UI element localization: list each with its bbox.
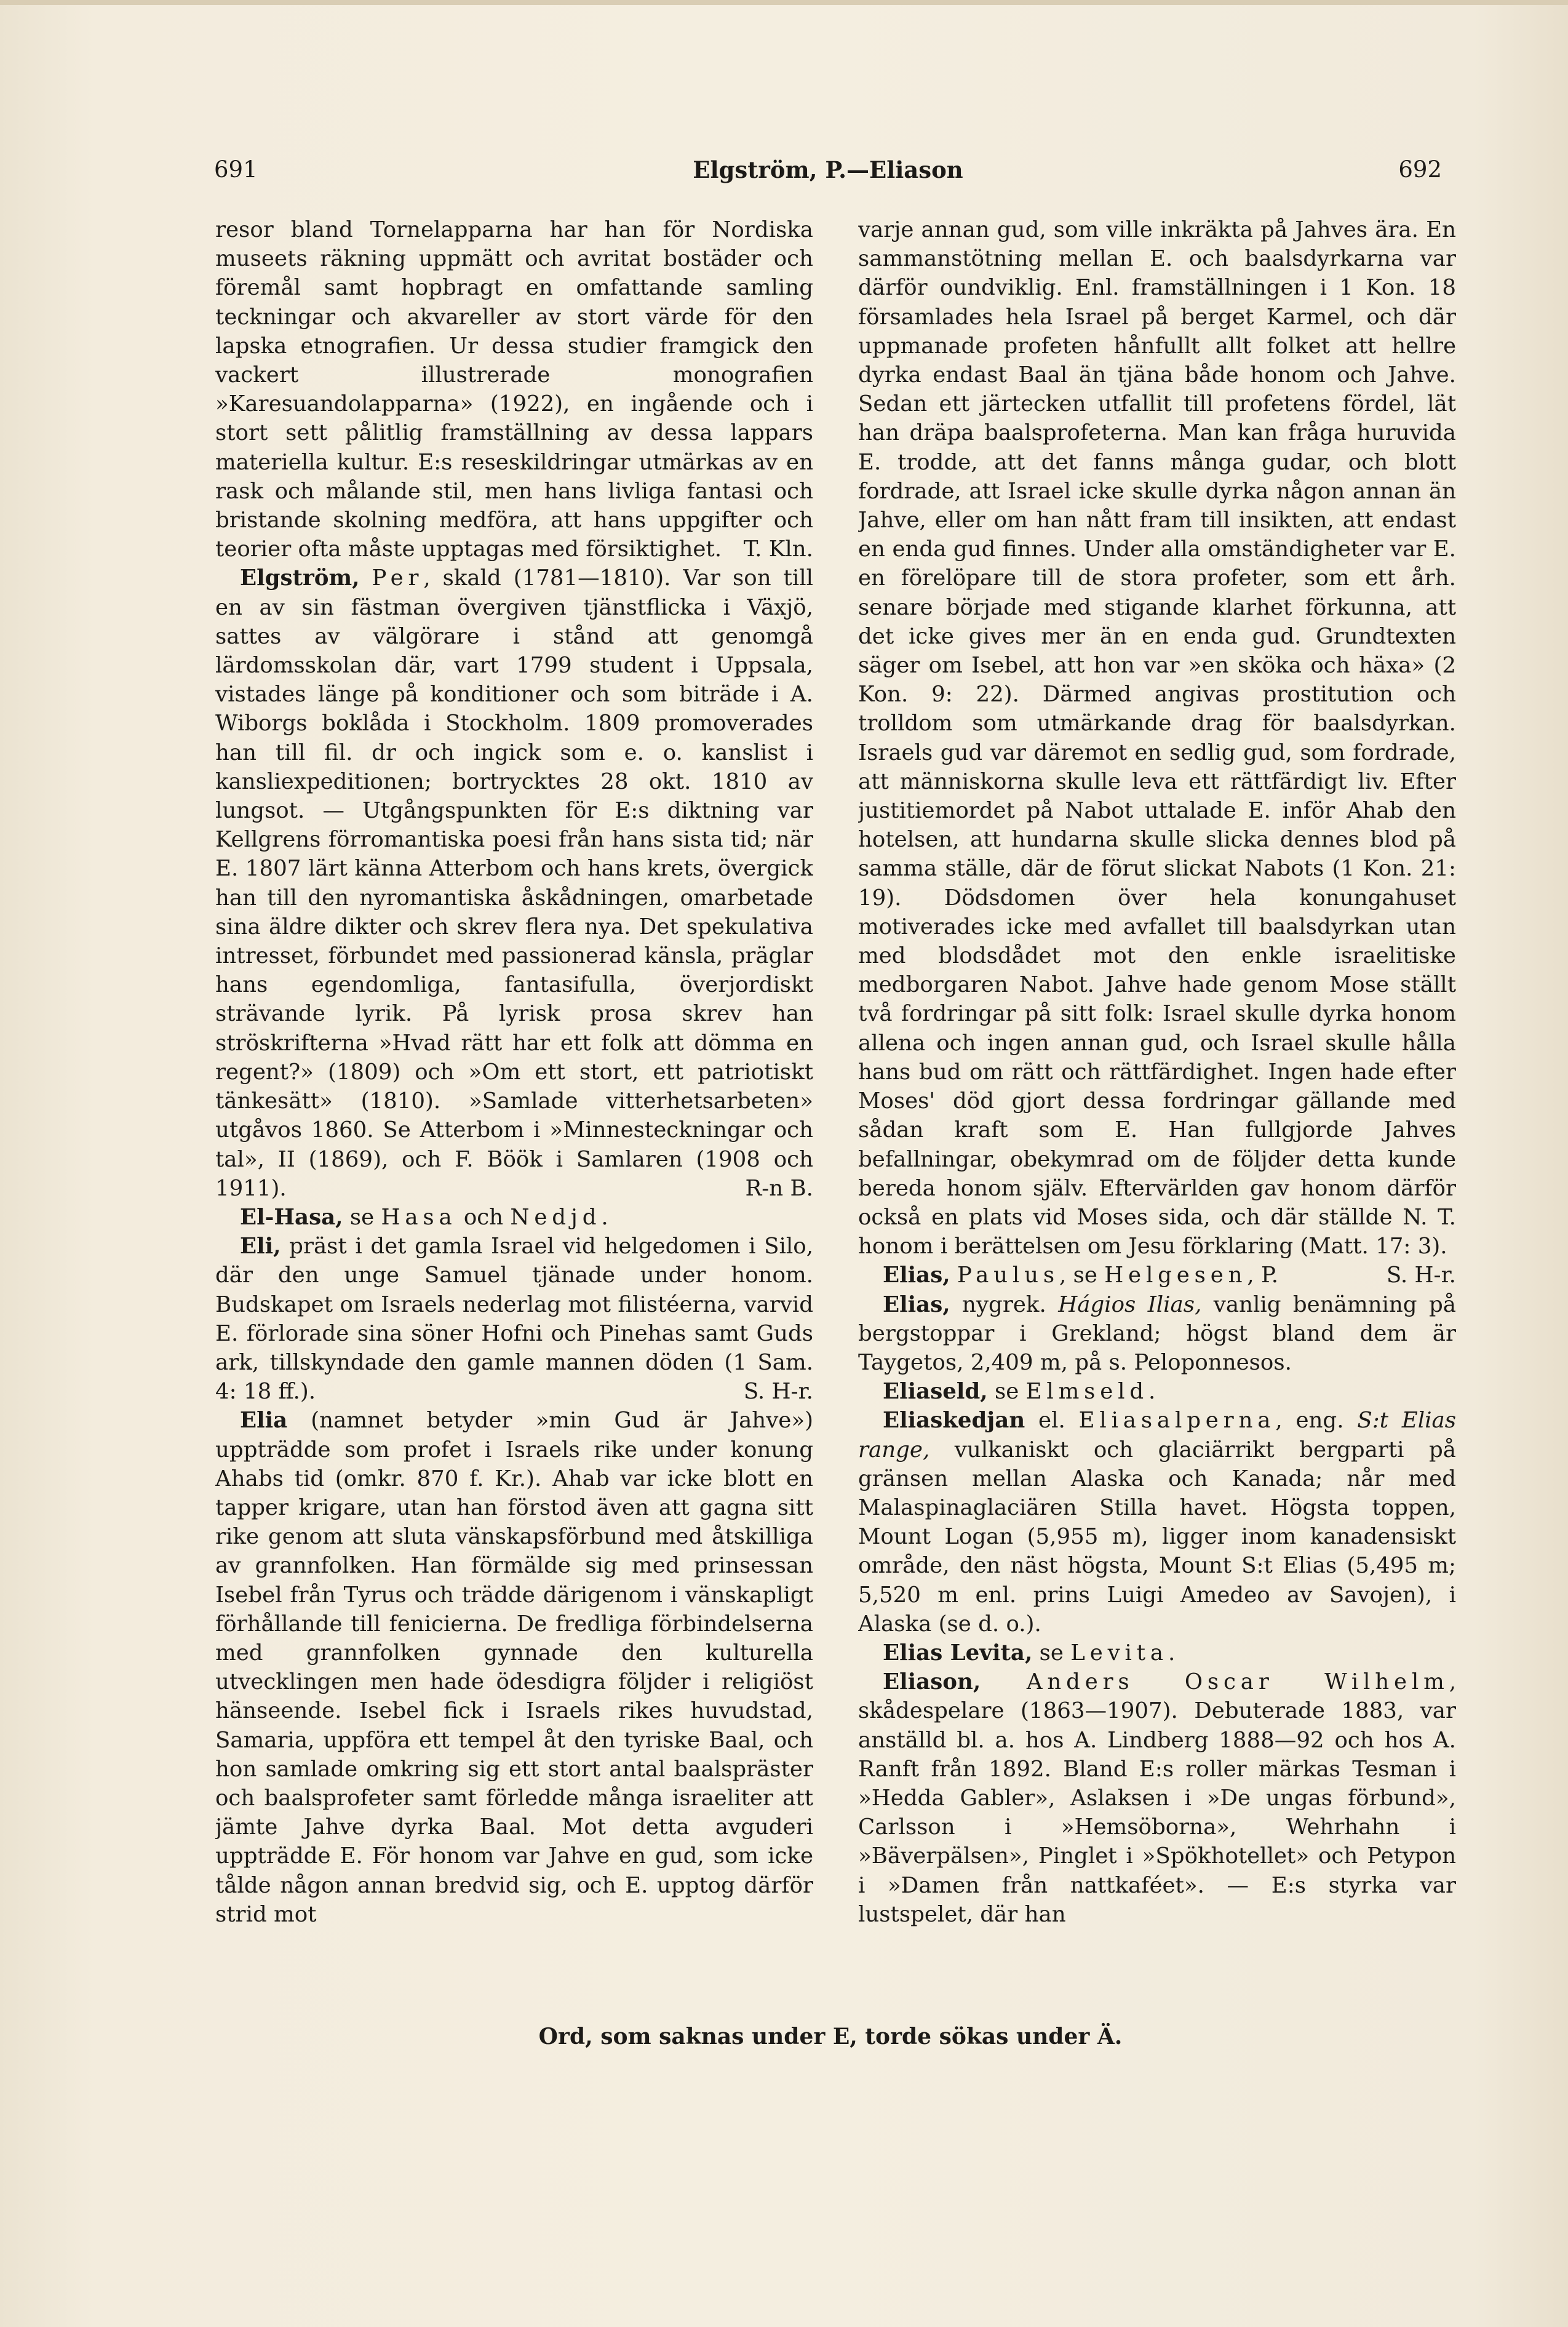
entry-eli: Eli, präst i det gamla Israel vid helgedomen i Silo, där den unge Samuel tjänade under honom. Budskapet om Israels nederlag mot filistéerna, varvid E. förlorade sina söner Hofni och Pinehas samt Guds ark, tillskyndade den gamle mannen döden (1 Sam. 4: 18 ff.). S. H-r. xyxy=(215,1232,813,1406)
cross-reference: Hasa xyxy=(381,1204,457,1230)
entry-eliaskedjan: Eliaskedjan el. Eliasalperna, eng. S:t Elias range, vulkaniskt och glaciärrikt bergparti på gränsen mellan Alaska och Kanada; når med Malaspinaglaciären Stilla havet. Högsta toppen, Mount Logan (5,955 m), ligger inom kanadensiskt område, den näst högsta, Mount S:t Elias (5,495 m; 5,520 m enl. prins Luigi Amedeo av Savojen), i Alaska (se d. o.). xyxy=(858,1408,1456,1637)
entry-elia: Elia (namnet betyder »min Gud är Jahve») uppträdde som profet i Israels rike under konung Ahabs tid (omkr. 870 f. Kr.). Ahab var icke blott en tapper krigare, utan han förstod även att gagna sitt rike genom att sluta vänskapsförbund med åtskilliga av grannfolken. Han förmälde sig med prinsessan Isebel från Tyrus och trädde därigenom i vänskapligt förhållande till fenicierna. De fredliga förbindelserna med grannfolken gynnade den kulturella utvecklingen men hade ödesdigra följder i religiöst hänseende. Isebel fick i Israels rikes huvudstad, Samaria, uppföra ett tempel åt den tyriske Baal, och hon samlade omkring sig ett stort antal baalspräster och baalsprofeter samt förledde många israeliter att jämte Jahve dyrka Baal. Mot detta avguderi uppträdde E. För honom var Jahve en gud, som icke tålde någon annan bredvid sig, och E. upptog därför strid mot xyxy=(215,1408,813,1927)
page-number-left: 691 xyxy=(214,156,258,183)
entry-elias-levita: Elias Levita, se Levita. xyxy=(883,1640,1176,1666)
entry-elias-paulus: Elias, Paulus, se Helgesen, P. xyxy=(883,1263,1279,1288)
entry-elias-nygrek: Elias, nygrek. Hágios Ilias, vanlig benämning på bergstoppar i Grekland; högst bland dem är Taygetos, 2,409 m, på s. Peloponnesos. xyxy=(858,1291,1456,1375)
header-title: Elgström, P.—Eliason xyxy=(693,156,963,183)
entry-continuation: resor bland Tornelapparna har han för Nordiska museets räkning uppmätt och avritat bostäder och föremål samt hopbragt en omfattande samling teckningar och akvareller av stort värde för den lapska etnografien. Ur dessa studier framgick den vackert illustrerade monografien »Karesuandolapparna» (1922), en ingående och i stort sett pålitlig framställning av dessa lappars materiella kultur. E:s reseskildringar utmärkas av en rask och målande stil, men hans livliga fantasi och bristande skolning medföra, att hans uppgifter och teorier ofta måste upptagas med försiktighet. T. Kln. xyxy=(215,215,813,564)
author-signature: S. H-r. xyxy=(1386,1263,1456,1288)
entry-headword: Elias Levita, xyxy=(883,1640,1033,1666)
entry-name: Paulus xyxy=(957,1263,1059,1288)
entry-el-hasa: El-Hasa, se Hasa och Nedjd. xyxy=(240,1204,608,1230)
entry-name: Anders Oscar Wilhelm xyxy=(1026,1669,1449,1695)
entry-headword: Eli, xyxy=(240,1234,281,1259)
right-column xyxy=(858,215,1456,2037)
entry-headword: Elias, xyxy=(883,1263,950,1288)
entry-alt-name: Eliasalperna xyxy=(1078,1408,1276,1434)
entry-eliaseld: Eliaseld, se Elmseld. xyxy=(883,1379,1156,1405)
entry-name: Per xyxy=(372,565,424,591)
footer-note: Ord, som saknas under E, torde sökas under Ä. xyxy=(538,2024,1123,2050)
page-edge xyxy=(0,0,1568,5)
entry-headword: Elias, xyxy=(883,1291,950,1317)
entry-headword: Elgström, xyxy=(240,565,360,591)
cross-reference: Nedjd xyxy=(510,1204,602,1230)
entry-headword: Eliaskedjan xyxy=(883,1408,1025,1434)
running-header xyxy=(214,151,1442,188)
entry-headword: Elia xyxy=(240,1408,288,1434)
author-signature: S. H-r. xyxy=(743,1379,813,1405)
author-signature: R-n B. xyxy=(745,1175,813,1201)
entry-eliason: Eliason, Anders Oscar Wilhelm, skådespelare (1863—1907). Debuterade 1883, var anställd bl. a. hos A. Lindberg 1888—92 och hos A. Ranft från 1892. Bland E:s roller märkas Tesman i »Hedda Gabler», Aslaksen i »De ungas förbund», Carlsson i »Hemsöborna», Wehrhahn i »Bäverpälsen», Pinglet i »Spökhotellet» och Petypon i »Damen från nattkaféet». — E:s styrka var lustspelet, där han xyxy=(858,1669,1456,1927)
author-signature: T. Kln. xyxy=(743,537,813,562)
left-column xyxy=(215,215,813,2037)
greek-name: Hágios Ilias, xyxy=(1058,1291,1202,1317)
cross-reference: Levita xyxy=(1070,1640,1168,1666)
cross-reference: Helgesen xyxy=(1104,1263,1248,1288)
entry-elgstrom: Elgström, Per, skald (1781—1810). Var son till en av sin fästman övergiven tjänstflicka i Växjö, sattes av välgörare i stånd att genomgå lärdomsskolan där, vart 1799 student i Uppsala, vistades länge på konditioner och som biträde i A. Wiborgs boklåda i Stockholm. 1809 promoverades han till fil. dr och ingick som e. o. kanslist i kansliexpeditionen; bortrycktes 28 okt. 1810 av lungsot. — Utgångspunkten för E:s diktning var Kellgrens förromantiska poesi från hans sista tid; när E. 1807 lärt känna Atterbom och hans krets, övergick han till den nyromantiska åskådningen, omarbetade sina äldre dikter och skrev flera nya. Det spekulativa intresset, förbundet med passionerad känsla, präglar hans egendomliga, fantasifulla, överjordiskt strävande lyrik. På lyrisk prosa skrev han ströskrifterna »Hvad rätt har ett folk att dömma en regent?» (1809) och »Om ett stort, ett patriotiskt tänkesätt» (1810). »Samlade vitterhetsarbeten» utgåvos 1860. Se Atterbom i »Minnesteckningar och tal», II (1869), och F. Böök i Samlaren (1908 och 1911). R-n B. xyxy=(215,564,813,1202)
entry-headword: Eliaseld, xyxy=(883,1379,988,1405)
english-name: S:t Elias range, xyxy=(858,1408,1456,1463)
entry-headword: El-Hasa, xyxy=(240,1204,343,1230)
cross-reference: Elmseld xyxy=(1025,1379,1148,1405)
entry-elia-continued: varje annan gud, som ville inkräkta på Jahves ära. En sammanstötning mellan E. och baalsdyrkarna var därför oundviklig. Enl. framställningen i 1 Kon. 18 församlades hela Israel på berget Karmel, och där uppmanade profeten hånfullt allt folket att hellre dyrka endast Baal än tjäna både honom och Jahve. Sedan ett järtecken utfallit till profetens fördel, lät han dräpa baalsprofeterna. Man kan fråga huruvida E. trodde, att det fanns många gudar, och blott fordrade, att Israel icke skulle dyrka någon annan än Jahve, eller om han nått fram till insikten, att endast en enda gud finnes. Under alla omständigheter var E. en förelöpare till de stora profeter, som ett årh. senare började med stigande klarhet förkunna, att det icke gives mer än en enda gud. Grundtexten säger om Isebel, att hon var »en sköka och häxa» (2 Kon. 9: 22). Därmed angivas prostitution och trolldom som utmärkande drag för baalsdyrkan. Israels gud var däremot en sedlig gud, som fordrade, att människorna skulle leva ett rättfärdigt liv. Efter justitiemordet på Nabot uttalade E. inför Ahab den hotelsen, att hundarna skulle slicka dennes blod på samma ställe, där de förut slickat Nabots (1 Kon. 21: 19). Dödsdomen över hela konungahuset motiverades icke med avfallet till baalsdyrkan utan med blodsdådet mot den enkle israelitiske medborgaren Nabot. Jahve hade genom Mose ställt två fordringar på sitt folk: Israel skulle dyrka honom allena och ingen annan gud, och Israel skulle hålla hans bud om rätt och rättfärdighet. Ingen hade efter Moses' död gjort dessa fordringar gällande med sådan kraft som E. Han fullgjorde Jahves befallningar, obekymrad om de följder detta kunde bereda honom själv. Eftervärlden gav honom därför också en plats vid Moses sida, och där ställde N. T. honom i berättelsen om Jesu förklaring (Matt. 17: 3). S. H-r. xyxy=(858,215,1456,1261)
page-number-right: 692 xyxy=(1398,156,1442,183)
entry-headword: Eliason, xyxy=(883,1669,981,1695)
